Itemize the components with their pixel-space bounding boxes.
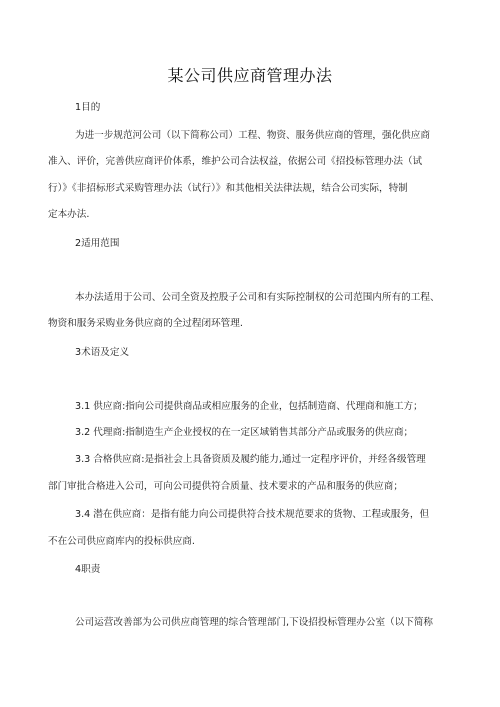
definition-line: 3.1 供应商:指向公司提供商品或相应服务的企业，包括制造商、代理商和施工方； — [75, 401, 423, 412]
definition-line: 不在公司供应商库内的投标供应商. — [48, 536, 195, 547]
paragraph-line: 定本办法. — [48, 209, 90, 220]
definition-line: 3.3 合格供应商:是指社会上具备资质及履约能力,通过一定程序评价，并经各级管理 — [75, 454, 426, 465]
section-heading-terms: 3术语及定义 — [75, 347, 130, 358]
definition-line: 部门审批合格进入公司，可向公司提供符合质量、技术要求的产品和服务的供应商； — [48, 481, 403, 492]
paragraph-line: 公司运营改善部为公司供应商管理的综合管理部门,下设招投标管理办公室（以下简称 — [75, 617, 434, 628]
section-heading-scope: 2适用范围 — [75, 238, 120, 249]
paragraph-line: 行）》《非招标形式采购管理办法（试行）》和其他相关法律法规，结合公司实际，特制 — [48, 183, 408, 194]
section-heading-purpose: 1目的 — [75, 102, 101, 113]
paragraph-line: 准入、评价，完善供应商评价体系，维护公司合法权益，依据公司《招投标管理办法（试 — [48, 156, 423, 167]
paragraph-line: 本办法适用于公司、公司全资及控股子公司和有实际控制权的公司范围内所有的工程、 — [75, 292, 440, 303]
paragraph-line: 为进一步规范河公司（以下简称公司）工程、物资、服务供应商的管理，强化供应商 — [75, 130, 430, 141]
paragraph-line: 物资和服务采购业务供应商的全过程闭环管理. — [48, 318, 243, 329]
definition-line: 3.2 代理商:指制造生产企业授权的在一定区域销售其部分产品或服务的供应商； — [75, 427, 414, 438]
document-title: 某公司供应商管理办法 — [167, 66, 333, 85]
section-heading-duties: 4职责 — [75, 564, 101, 575]
definition-line: 3.4 潜在供应商：是指有能力向公司提供符合技术规范要求的货物、工程或服务，但 — [75, 509, 430, 520]
